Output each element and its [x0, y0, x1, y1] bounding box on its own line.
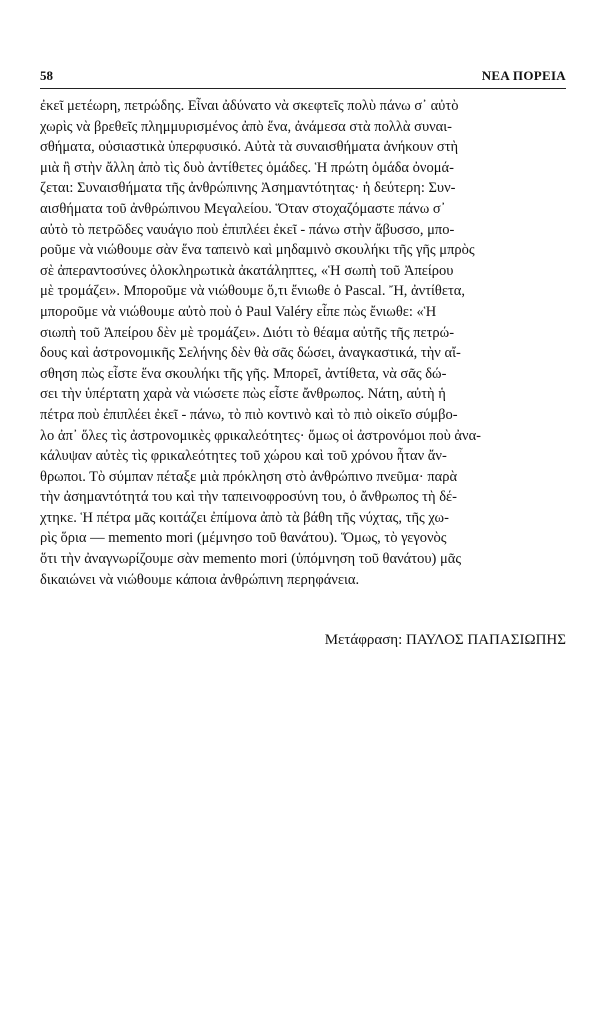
- text-line: ἐκεῖ μετέωρη, πετρώδης. Εἶναι ἀδύνατο νὰ σκεφτεῖς πολὺ πάνω σ᾽ αὐτὸ: [40, 98, 459, 114]
- text-line: σὲ ἀπεραντοσύνες ὁλοκληρωτικὰ ἀκατάληπτες, «Ἡ σωπὴ τοῦ Ἀπείρου: [40, 262, 454, 279]
- text-line: μποροῦμε νὰ νιώθουμε αὐτὸ ποὺ ὁ Paul Valéry εἶπε πὼς ἔνιωθε: «Ἡ: [40, 303, 437, 320]
- body-text: [40, 96, 568, 590]
- text-line: κάλυψαν αὐτὲς τὶς φρικαλεότητες τοῦ χώρου καὶ τοῦ χρόνου ἦταν ἄν-: [40, 448, 447, 465]
- text-line: ζεται: Συναισθήματα τῆς ἀνθρώπινης Ἀσημαντότητας· ἡ δεύτερη: Συν-: [40, 180, 456, 197]
- text-line: πέτρα ποὺ ἐπιπλέει ἐκεῖ - πάνω, τὸ πιὸ κοντινὸ καὶ τὸ πιὸ οἰκεῖο σύμβο-: [40, 406, 458, 423]
- text-line: δικαιώνει νὰ νιώθουμε κάποια ἀνθρώπινη περηφάνεια.: [40, 571, 360, 588]
- text-line: αὐτὸ τὸ πετρῶδες ναυάγιο ποὺ ἐπιπλέει ἐκεῖ - πάνω στὴν ἄβυσσο, μπο-: [40, 221, 455, 238]
- text-line: σει τὴν ὑπέρτατη χαρὰ νὰ νιώσετε πὼς εἶστε ἄνθρωπος. Νάτη, αὐτὴ ἡ: [40, 386, 446, 403]
- text-line: ὅτι τὴν ἀναγνωρίζουμε σὰν memento mori (ὑπόμνηση τοῦ θανάτου) μᾶς: [40, 551, 462, 568]
- text-line: δους καὶ ἀστρονομικῆς Σελήνης δὲν θὰ σᾶς δώσει, ἀναγκαστικά, τὴν αἴ-: [40, 345, 461, 362]
- text-line: ροῦμε νὰ νιώθουμε σὰν ἕνα ταπεινὸ καὶ μηδαμινὸ σκουλήκι τῆς γῆς μπρὸς: [40, 242, 475, 259]
- page-number: 58: [40, 68, 53, 83]
- text-line: τὴν ἀσημαντότητά του καὶ τὴν ταπεινοφροσύνη του, ὁ ἄνθρωπος τὴ δέ-: [40, 489, 457, 506]
- running-title: ΝΕΑ ΠΟΡΕΙΑ: [481, 68, 566, 83]
- text-line: αισθήματα τοῦ ἀνθρώπινου Μεγαλείου. Ὅταν στοχαζόμαστε πάνω σ᾽: [40, 200, 446, 217]
- text-line: λο ἀπ᾽ ὅλες τὶς ἀστρονομικὲς φρικαλεότητες· ὅμως οἱ ἀστρονόμοι ποὺ ἀνα-: [40, 427, 481, 444]
- text-line: μὲ τρομάζει». Μποροῦμε νὰ νιώθουμε ὅ,τι ἔνιωθε ὁ Pascal. Ἤ, ἀντίθετα,: [40, 283, 466, 300]
- text-line: σθηση πὼς εἶστε ἕνα σκουλήκι τῆς γῆς. Μπορεῖ, ἀντίθετα, νὰ σᾶς δώ-: [40, 365, 447, 382]
- text-line: χτηκε. Ἡ πέτρα μᾶς κοιτάζει ἐπίμονα ἀπὸ τὰ βάθη τῆς νύχτας, τῆς χω-: [40, 509, 449, 526]
- text-line: ρὶς ὅρια — memento mori (μέμνησο τοῦ θανάτου). Ὅμως, τὸ γεγονὸς: [40, 530, 447, 547]
- text-line: χωρὶς νὰ βρεθεῖς πλημμυρισμένος ἀπὸ ἕνα, ἀνάμεσα στὰ πολλὰ συναι-: [40, 118, 453, 135]
- text-line: θρωποι. Τὸ σύμπαν πέταξε μιὰ πρόκληση στὸ ἀνθρώπινο πνεῦμα· παρὰ: [40, 468, 458, 485]
- header-rule: [40, 88, 566, 89]
- translator-signature: Μετάφραση: ΠΑΥΛΟΣ ΠΑΠΑΣΙΩΠΗΣ: [324, 632, 566, 648]
- text-line: μιὰ ἢ στὴν ἄλλη ἀπὸ τὶς δυὸ ἀντίθετες ὁμάδες. Ἡ πρώτη ὁμάδα ὀνομά-: [40, 159, 454, 176]
- page-header: [40, 68, 566, 86]
- text-line: σθήματα, οὐσιαστικὰ ὑπερφυσικό. Αὐτὰ τὰ συναισθήματα ἀνήκουν στὴ: [40, 139, 459, 156]
- text-line: σιωπὴ τοῦ Ἀπείρου δὲν μὲ τρομάζει». Διότι τὸ θέαμα αὐτῆς τῆς πετρώ-: [40, 324, 455, 341]
